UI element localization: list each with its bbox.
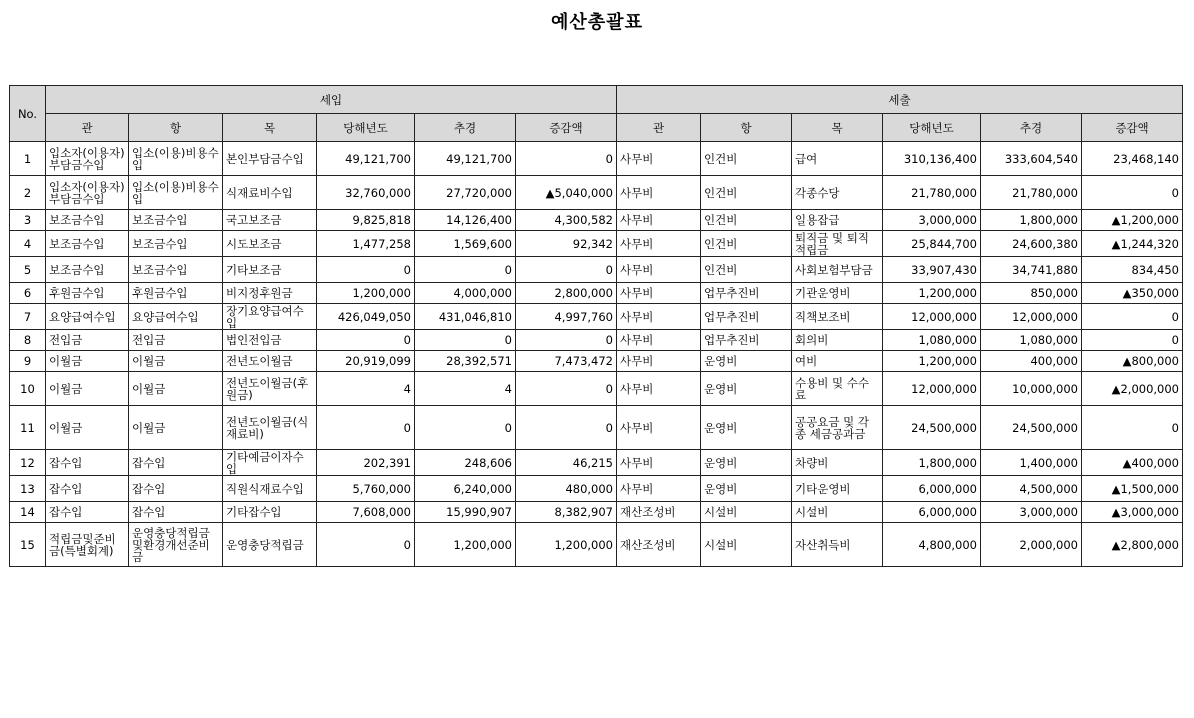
cell-expense-gwan: 사무비 [617, 283, 701, 304]
cell-income-current: 4 [317, 372, 415, 406]
cell-income-change: 0 [516, 330, 617, 351]
cell-expense-supplementary: 34,741,880 [981, 257, 1082, 283]
cell-expense-hang: 운영비 [701, 476, 792, 502]
cell-row-no: 15 [10, 523, 46, 567]
cell-expense-hang: 업무추진비 [701, 283, 792, 304]
cell-expense-current: 310,136,400 [883, 142, 981, 176]
cell-expense-supplementary: 3,000,000 [981, 502, 1082, 523]
cell-row-no: 10 [10, 372, 46, 406]
budget-summary-table [9, 85, 1183, 567]
cell-expense-mok: 각종수당 [792, 176, 883, 210]
cell-row-no: 13 [10, 476, 46, 502]
cell-expense-current: 1,200,000 [883, 283, 981, 304]
cell-expense-change: ▲2,000,000 [1082, 372, 1183, 406]
cell-expense-gwan: 사무비 [617, 231, 701, 257]
cell-expense-current: 33,907,430 [883, 257, 981, 283]
cell-expense-change: 0 [1082, 406, 1183, 450]
cell-expense-gwan: 사무비 [617, 176, 701, 210]
cell-income-mok: 전년도이월금 [223, 351, 317, 372]
page-title: 예산총괄표 [551, 12, 643, 33]
cell-expense-change: 0 [1082, 330, 1183, 351]
cell-expense-hang: 인건비 [701, 257, 792, 283]
cell-income-change: 2,800,000 [516, 283, 617, 304]
cell-income-change: 4,997,760 [516, 304, 617, 330]
cell-income-mok: 식재료비수입 [223, 176, 317, 210]
cell-expense-current: 4,800,000 [883, 523, 981, 567]
cell-income-change: 92,342 [516, 231, 617, 257]
cell-expense-gwan: 재산조성비 [617, 523, 701, 567]
cell-income-change: 480,000 [516, 476, 617, 502]
cell-expense-hang: 인건비 [701, 142, 792, 176]
cell-expense-mok: 차량비 [792, 450, 883, 476]
cell-income-hang: 잡수입 [129, 450, 223, 476]
cell-income-gwan: 이월금 [46, 372, 129, 406]
cell-income-supplementary: 248,606 [415, 450, 516, 476]
cell-expense-gwan: 사무비 [617, 476, 701, 502]
cell-income-supplementary: 15,990,907 [415, 502, 516, 523]
cell-expense-current: 1,080,000 [883, 330, 981, 351]
cell-expense-mok: 수용비 및 수수료 [792, 372, 883, 406]
header-income-supplementary: 추경 [415, 114, 516, 142]
cell-income-current: 0 [317, 330, 415, 351]
cell-income-mok: 전년도이월금(후원금) [223, 372, 317, 406]
cell-expense-current: 1,800,000 [883, 450, 981, 476]
cell-income-mok: 운영충당적립금 [223, 523, 317, 567]
cell-income-mok: 직원식재료수입 [223, 476, 317, 502]
table-row [10, 523, 1183, 567]
cell-row-no: 9 [10, 351, 46, 372]
cell-expense-supplementary: 10,000,000 [981, 372, 1082, 406]
cell-expense-hang: 인건비 [701, 231, 792, 257]
cell-income-mok: 기타잡수입 [223, 502, 317, 523]
table-row [10, 176, 1183, 210]
cell-income-hang: 운영충당적립금및환경개선준비금 [129, 523, 223, 567]
table-row [10, 502, 1183, 523]
cell-expense-change: ▲400,000 [1082, 450, 1183, 476]
cell-income-mok: 국고보조금 [223, 210, 317, 231]
cell-row-no: 4 [10, 231, 46, 257]
cell-expense-current: 24,500,000 [883, 406, 981, 450]
cell-income-hang: 보조금수입 [129, 257, 223, 283]
cell-income-change: 7,473,472 [516, 351, 617, 372]
cell-income-gwan: 입소자(이용자)부담금수입 [46, 176, 129, 210]
cell-income-gwan: 보조금수입 [46, 231, 129, 257]
cell-expense-change: ▲350,000 [1082, 283, 1183, 304]
header-expense-change: 증감액 [1082, 114, 1183, 142]
cell-expense-hang: 운영비 [701, 450, 792, 476]
cell-expense-gwan: 사무비 [617, 406, 701, 450]
cell-income-gwan: 보조금수입 [46, 257, 129, 283]
header-expense-mok: 목 [792, 114, 883, 142]
cell-expense-mok: 기관운영비 [792, 283, 883, 304]
cell-expense-gwan: 사무비 [617, 142, 701, 176]
cell-expense-current: 6,000,000 [883, 476, 981, 502]
cell-income-supplementary: 14,126,400 [415, 210, 516, 231]
cell-income-gwan: 이월금 [46, 406, 129, 450]
cell-income-current: 0 [317, 523, 415, 567]
cell-row-no: 12 [10, 450, 46, 476]
cell-expense-mok: 퇴직금 및 퇴직적립금 [792, 231, 883, 257]
cell-row-no: 14 [10, 502, 46, 523]
cell-income-supplementary: 0 [415, 330, 516, 351]
table-row [10, 330, 1183, 351]
cell-income-gwan: 요양급여수입 [46, 304, 129, 330]
cell-income-hang: 입소(이용)비용수입 [129, 176, 223, 210]
cell-expense-supplementary: 400,000 [981, 351, 1082, 372]
cell-row-no: 2 [10, 176, 46, 210]
cell-row-no: 7 [10, 304, 46, 330]
cell-expense-hang: 운영비 [701, 372, 792, 406]
cell-expense-gwan: 사무비 [617, 351, 701, 372]
cell-income-change: 46,215 [516, 450, 617, 476]
header-expense-gwan: 관 [617, 114, 701, 142]
cell-expense-current: 25,844,700 [883, 231, 981, 257]
cell-expense-gwan: 사무비 [617, 257, 701, 283]
cell-income-supplementary: 431,046,810 [415, 304, 516, 330]
cell-expense-hang: 인건비 [701, 210, 792, 231]
cell-income-current: 7,608,000 [317, 502, 415, 523]
cell-expense-mok: 일용잡급 [792, 210, 883, 231]
cell-income-change: 8,382,907 [516, 502, 617, 523]
cell-income-supplementary: 49,121,700 [415, 142, 516, 176]
cell-expense-current: 12,000,000 [883, 304, 981, 330]
cell-expense-change: ▲800,000 [1082, 351, 1183, 372]
table-row [10, 231, 1183, 257]
header-income-current: 당해년도 [317, 114, 415, 142]
cell-expense-mok: 자산취득비 [792, 523, 883, 567]
cell-expense-supplementary: 1,400,000 [981, 450, 1082, 476]
cell-income-supplementary: 0 [415, 257, 516, 283]
cell-income-current: 9,825,818 [317, 210, 415, 231]
header-income-gwan: 관 [46, 114, 129, 142]
cell-expense-mok: 공공요금 및 각종 세금공과금 [792, 406, 883, 450]
cell-expense-hang: 인건비 [701, 176, 792, 210]
cell-expense-gwan: 사무비 [617, 304, 701, 330]
cell-expense-gwan: 사무비 [617, 372, 701, 406]
cell-expense-gwan: 사무비 [617, 210, 701, 231]
cell-expense-change: ▲1,244,320 [1082, 231, 1183, 257]
cell-income-current: 5,760,000 [317, 476, 415, 502]
cell-expense-change: ▲3,000,000 [1082, 502, 1183, 523]
cell-income-current: 32,760,000 [317, 176, 415, 210]
cell-row-no: 5 [10, 257, 46, 283]
cell-income-gwan: 후원금수입 [46, 283, 129, 304]
cell-expense-supplementary: 24,600,380 [981, 231, 1082, 257]
cell-income-current: 49,121,700 [317, 142, 415, 176]
cell-expense-change: ▲2,800,000 [1082, 523, 1183, 567]
cell-income-hang: 요양급여수입 [129, 304, 223, 330]
table-row [10, 406, 1183, 450]
cell-row-no: 1 [10, 142, 46, 176]
header-income-mok: 목 [223, 114, 317, 142]
cell-income-change: 4,300,582 [516, 210, 617, 231]
cell-income-current: 202,391 [317, 450, 415, 476]
cell-income-hang: 이월금 [129, 372, 223, 406]
cell-expense-hang: 업무추진비 [701, 304, 792, 330]
cell-expense-hang: 운영비 [701, 351, 792, 372]
cell-income-gwan: 적립금및준비금(특별회계) [46, 523, 129, 567]
cell-expense-gwan: 사무비 [617, 450, 701, 476]
cell-expense-hang: 운영비 [701, 406, 792, 450]
cell-income-current: 0 [317, 257, 415, 283]
cell-income-supplementary: 0 [415, 406, 516, 450]
cell-expense-gwan: 재산조성비 [617, 502, 701, 523]
cell-income-supplementary: 28,392,571 [415, 351, 516, 372]
table-row [10, 450, 1183, 476]
cell-income-change: 0 [516, 257, 617, 283]
cell-income-supplementary: 1,200,000 [415, 523, 516, 567]
table-row [10, 372, 1183, 406]
cell-income-mok: 시도보조금 [223, 231, 317, 257]
cell-expense-change: 0 [1082, 176, 1183, 210]
cell-income-supplementary: 6,240,000 [415, 476, 516, 502]
cell-income-change: ▲5,040,000 [516, 176, 617, 210]
table-row [10, 476, 1183, 502]
cell-row-no: 3 [10, 210, 46, 231]
table-row [10, 304, 1183, 330]
cell-income-current: 426,049,050 [317, 304, 415, 330]
cell-income-hang: 후원금수입 [129, 283, 223, 304]
cell-row-no: 6 [10, 283, 46, 304]
header-expense-supplementary: 추경 [981, 114, 1082, 142]
cell-income-mok: 본인부담금수입 [223, 142, 317, 176]
cell-income-supplementary: 1,569,600 [415, 231, 516, 257]
cell-expense-mok: 급여 [792, 142, 883, 176]
cell-expense-current: 1,200,000 [883, 351, 981, 372]
cell-income-gwan: 전입금 [46, 330, 129, 351]
header-income: 세입 [46, 86, 617, 114]
cell-expense-change: ▲1,500,000 [1082, 476, 1183, 502]
cell-income-change: 1,200,000 [516, 523, 617, 567]
cell-expense-supplementary: 1,800,000 [981, 210, 1082, 231]
header-no: No. [10, 86, 46, 142]
cell-income-gwan: 이월금 [46, 351, 129, 372]
cell-income-mok: 기타보조금 [223, 257, 317, 283]
cell-income-current: 1,200,000 [317, 283, 415, 304]
header-expense: 세출 [617, 86, 1183, 114]
cell-income-current: 0 [317, 406, 415, 450]
cell-income-supplementary: 27,720,000 [415, 176, 516, 210]
cell-expense-mok: 직책보조비 [792, 304, 883, 330]
cell-income-supplementary: 4,000,000 [415, 283, 516, 304]
cell-expense-current: 12,000,000 [883, 372, 981, 406]
cell-expense-current: 3,000,000 [883, 210, 981, 231]
cell-income-hang: 이월금 [129, 406, 223, 450]
cell-expense-mok: 회의비 [792, 330, 883, 351]
cell-income-hang: 보조금수입 [129, 210, 223, 231]
header-income-hang: 항 [129, 114, 223, 142]
cell-income-hang: 잡수입 [129, 502, 223, 523]
cell-expense-supplementary: 24,500,000 [981, 406, 1082, 450]
cell-income-mok: 전년도이월금(식재료비) [223, 406, 317, 450]
cell-income-change: 0 [516, 406, 617, 450]
header-expense-hang: 항 [701, 114, 792, 142]
cell-income-current: 1,477,258 [317, 231, 415, 257]
cell-income-mok: 법인전입금 [223, 330, 317, 351]
table-body [10, 142, 1183, 567]
cell-expense-hang: 시설비 [701, 502, 792, 523]
cell-income-gwan: 잡수입 [46, 450, 129, 476]
cell-income-gwan: 보조금수입 [46, 210, 129, 231]
cell-expense-supplementary: 1,080,000 [981, 330, 1082, 351]
header-expense-current: 당해년도 [883, 114, 981, 142]
cell-expense-supplementary: 4,500,000 [981, 476, 1082, 502]
cell-row-no: 11 [10, 406, 46, 450]
header-income-change: 증감액 [516, 114, 617, 142]
table-row [10, 142, 1183, 176]
table-row [10, 283, 1183, 304]
cell-income-hang: 이월금 [129, 351, 223, 372]
cell-expense-change: ▲1,200,000 [1082, 210, 1183, 231]
table-row [10, 351, 1183, 372]
cell-expense-hang: 업무추진비 [701, 330, 792, 351]
cell-income-change: 0 [516, 142, 617, 176]
cell-expense-change: 834,450 [1082, 257, 1183, 283]
cell-income-change: 0 [516, 372, 617, 406]
cell-expense-current: 21,780,000 [883, 176, 981, 210]
cell-row-no: 8 [10, 330, 46, 351]
cell-expense-mok: 사회보험부담금 [792, 257, 883, 283]
cell-expense-current: 6,000,000 [883, 502, 981, 523]
cell-income-hang: 전입금 [129, 330, 223, 351]
cell-income-hang: 입소(이용)비용수입 [129, 142, 223, 176]
cell-income-gwan: 잡수입 [46, 476, 129, 502]
cell-income-current: 20,919,099 [317, 351, 415, 372]
cell-income-mok: 비지정후원금 [223, 283, 317, 304]
cell-income-gwan: 잡수입 [46, 502, 129, 523]
cell-expense-change: 0 [1082, 304, 1183, 330]
cell-income-hang: 보조금수입 [129, 231, 223, 257]
cell-expense-supplementary: 333,604,540 [981, 142, 1082, 176]
cell-expense-change: 23,468,140 [1082, 142, 1183, 176]
cell-expense-mok: 여비 [792, 351, 883, 372]
cell-expense-supplementary: 21,780,000 [981, 176, 1082, 210]
cell-income-mok: 장기요양급여수입 [223, 304, 317, 330]
table-row [10, 210, 1183, 231]
cell-expense-gwan: 사무비 [617, 330, 701, 351]
cell-expense-supplementary: 12,000,000 [981, 304, 1082, 330]
cell-income-hang: 잡수입 [129, 476, 223, 502]
cell-expense-hang: 시설비 [701, 523, 792, 567]
cell-income-mok: 기타예금이자수입 [223, 450, 317, 476]
table-row [10, 257, 1183, 283]
cell-income-gwan: 입소자(이용자)부담금수입 [46, 142, 129, 176]
cell-expense-supplementary: 2,000,000 [981, 523, 1082, 567]
cell-expense-supplementary: 850,000 [981, 283, 1082, 304]
cell-expense-mok: 기타운영비 [792, 476, 883, 502]
cell-expense-mok: 시설비 [792, 502, 883, 523]
cell-income-supplementary: 4 [415, 372, 516, 406]
